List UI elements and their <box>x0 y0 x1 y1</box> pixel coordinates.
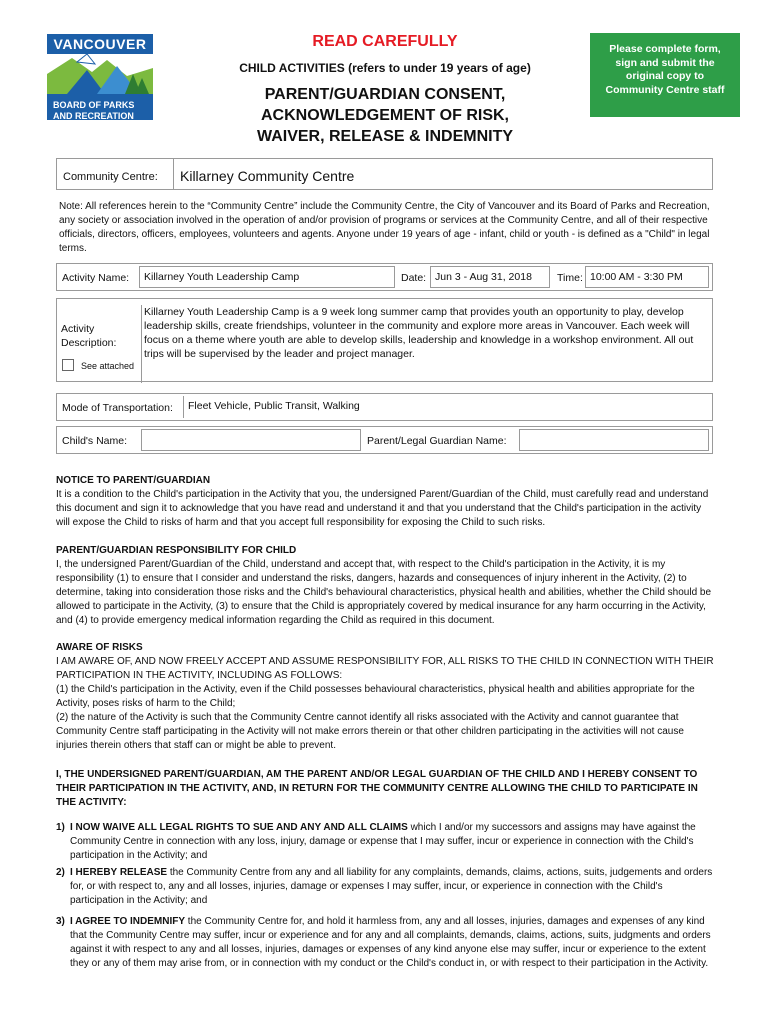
aware-item-1: (1) the Child's participation in the Activity, even if the Child possesses behavioural characteristics, physical health and abilities appropriate for the Activity, poses risks of harm to the Child; <box>56 684 695 709</box>
see-attached-label: See attached <box>81 361 135 371</box>
guardian-name-field[interactable] <box>519 429 709 451</box>
notice-heading: NOTICE TO PARENT/GUARDIAN <box>56 475 211 486</box>
item-2-bold: I HEREBY RELEASE <box>70 867 168 878</box>
vancouver-parks-logo <box>47 34 153 120</box>
page-title <box>200 84 570 147</box>
item-1-number: 1) <box>56 822 65 833</box>
responsibility-heading: PARENT/GUARDIAN RESPONSIBILITY FOR CHILD <box>56 545 297 556</box>
submit-instructions-box: Please complete form, sign and submit the original copy to Community Centre staff <box>590 33 740 117</box>
item-1-bold: I NOW WAIVE ALL LEGAL RIGHTS TO SUE AND ANY AND ALL CLAIMS <box>70 822 408 833</box>
title-line-1: PARENT/GUARDIAN CONSENT, <box>264 86 506 103</box>
item-3-number: 3) <box>56 916 65 927</box>
responsibility-body: I, the undersigned Parent/Guardian of the Child, understand and accept that, with respect to the Child's participation in the Activity, it is my responsibility (1) to ensure that I consider and understand the risks, dangers, hazards and consequences of injury inherent in the Activity, (2) to determine, taking into consideration those risks and the Child's behavioural characteristics, physical health and abilities, whether the Child should be allowed to participate in the Activity, (3) to ensure that the Child is appropriately covered by medical insurance for any harm occurring in the Activity, and (4) to provide emergency medical information regarding the Child as required in this document. <box>56 559 712 626</box>
date-label: Date: <box>401 272 427 284</box>
community-centre-row <box>56 158 713 190</box>
mode-field[interactable]: Fleet Vehicle, Public Transit, Walking <box>183 396 709 418</box>
activity-description-row <box>56 298 713 382</box>
responsibility-section <box>56 544 716 628</box>
title-line-2: ACKNOWLEDGEMENT OF RISK, <box>261 107 509 124</box>
notice-body: It is a condition to the Child's participation in the Activity that you, the undersigned Parent/Guardian of the Child, must carefully read and understand this document and sign it to acknowledge that you have read and understand it and that you understand that the Child's participation in the activity will expose the Child to risks of harm and that you accept full responsibility for exposing the Child to such risks. <box>56 489 709 528</box>
activity-name-label: Activity Name: <box>62 272 130 284</box>
aware-body: I AM AWARE OF, AND NOW FREELY ACCEPT AND ASSUME RESPONSIBILITY FOR, ALL RISKS TO THE CHILD IN CONNECTION WITH THEIR PARTICIPATION IN THE ACTIVITY, INCLUDING AS FOLLOWS: <box>56 656 714 681</box>
community-centre-field[interactable]: Killarney Community Centre <box>173 159 354 189</box>
time-field[interactable]: 10:00 AM - 3:30 PM <box>585 266 709 288</box>
title-line-3: WAIVER, RELEASE & INDEMNITY <box>256 128 514 145</box>
see-attached-checkbox[interactable] <box>62 359 74 371</box>
child-activities-subtitle: CHILD ACTIVITIES (refers to under 19 years of age) <box>239 61 531 75</box>
item-1-text: which I and/or my successors and assigns may have against the Community Centre in connection with any loss, injury, damage or expense that I may suffer, incur or experience in connection with the Child's participation in the Activity; and <box>70 822 696 861</box>
item-3-bold: I AGREE TO INDEMNIFY <box>70 916 186 927</box>
childs-name-field[interactable] <box>141 429 361 451</box>
logo-bottom-text <box>47 94 153 120</box>
guardian-name-label: Parent/Legal Guardian Name: <box>367 435 507 447</box>
activity-name-field[interactable]: Killarney Youth Leadership Camp <box>139 266 395 288</box>
item-2-text: the Community Centre from any and all liability for any complaints, demands, claims, actions, suits, judgements and orders for, or with respect to, any and all losses, injuries, damage or expenses I may suffer, incur, or experience in connection with the Child's participation in the Activity; and <box>70 867 713 906</box>
activity-row <box>56 263 713 291</box>
consent-heading: I, THE UNDERSIGNED PARENT/GUARDIAN, AM THE PARENT AND/OR LEGAL GUARDIAN OF THE CHILD AND I HEREBY CONSENT TO THEIR PARTICIPATION IN THE ACTIVITY, AND, IN RETURN FOR THE COMMUNITY CENTRE ALLOWING THE CHILD TO PARTICIPATE IN THE ACTIVITY: <box>56 769 698 808</box>
logo-line-2: AND RECREATION <box>53 111 134 121</box>
activity-desc-label-2: Description: <box>61 337 117 349</box>
waiver-item-1 <box>56 821 716 863</box>
aware-heading: AWARE OF RISKS <box>56 642 143 653</box>
aware-item-2: (2) the nature of the Activity is such that the Community Centre cannot identify all risks associated with the Activity and cannot guarantee that Community Centre staff participating in the Activity will not make errors therein or that other children participating in the activities will not cause injuries therein others that staff can or might be able to prevent. <box>56 712 684 751</box>
activity-description-field[interactable]: Killarney Youth Leadership Camp is a 9 week long summer camp that provides youth an opportunity to play, develop leadership skills, create friendships, volunteer in the community and explore more areas in Vancouver. Each week will focus on a theme where youth are able to develop skills, leadership and knowledge in a workshop environment. All out trips will be supervised by the leader and project manager. <box>141 305 709 383</box>
logo-top-text: VANCOUVER <box>47 34 153 54</box>
date-field[interactable]: Jun 3 - Aug 31, 2018 <box>430 266 550 288</box>
waiver-item-3 <box>56 915 716 971</box>
time-label: Time: <box>557 272 583 284</box>
community-centre-label: Community Centre: <box>63 171 158 183</box>
item-3-text: the Community Centre for, and hold it harmless from, any and all losses, injuries, damages and expenses of any kind that the Community Centre may suffer, incur or experience and for any and all complaints, demands, claims, actions, suits, judgments and orders against it with respect to any and all losses, injuries, damages or expenses of any kind anyone else may suffer, incur or experience to the extent they or any of them may arise from, or in connection with my conduct or the Child's conduct in, or with respect to their participation in the Activity. <box>70 916 711 969</box>
aware-section <box>56 641 716 753</box>
activity-desc-label-1: Activity <box>61 323 95 335</box>
transportation-row <box>56 393 713 421</box>
note-paragraph: Note: All references herein to the “Community Centre” include the Community Centre, the City of Vancouver and its Board of Parks and Recreation, any society or association involved in the operation of and/or provision of programs or services at the Community Centre, and all of their respective officials, directors, officers, employees, volunteers and agents. Anyone under 19 years of age - infant, child or youth - is defined as a "Child" in legal terms. <box>59 201 710 254</box>
mode-label: Mode of Transportation: <box>62 402 173 414</box>
waiver-item-2 <box>56 866 716 908</box>
names-row <box>56 426 713 454</box>
mountain-icon <box>47 54 153 94</box>
childs-name-label: Child's Name: <box>62 435 128 447</box>
notice-section <box>56 474 716 530</box>
logo-line-1: BOARD OF PARKS <box>53 100 135 110</box>
item-2-number: 2) <box>56 867 65 878</box>
read-carefully-heading: READ CAREFULLY <box>312 33 458 50</box>
